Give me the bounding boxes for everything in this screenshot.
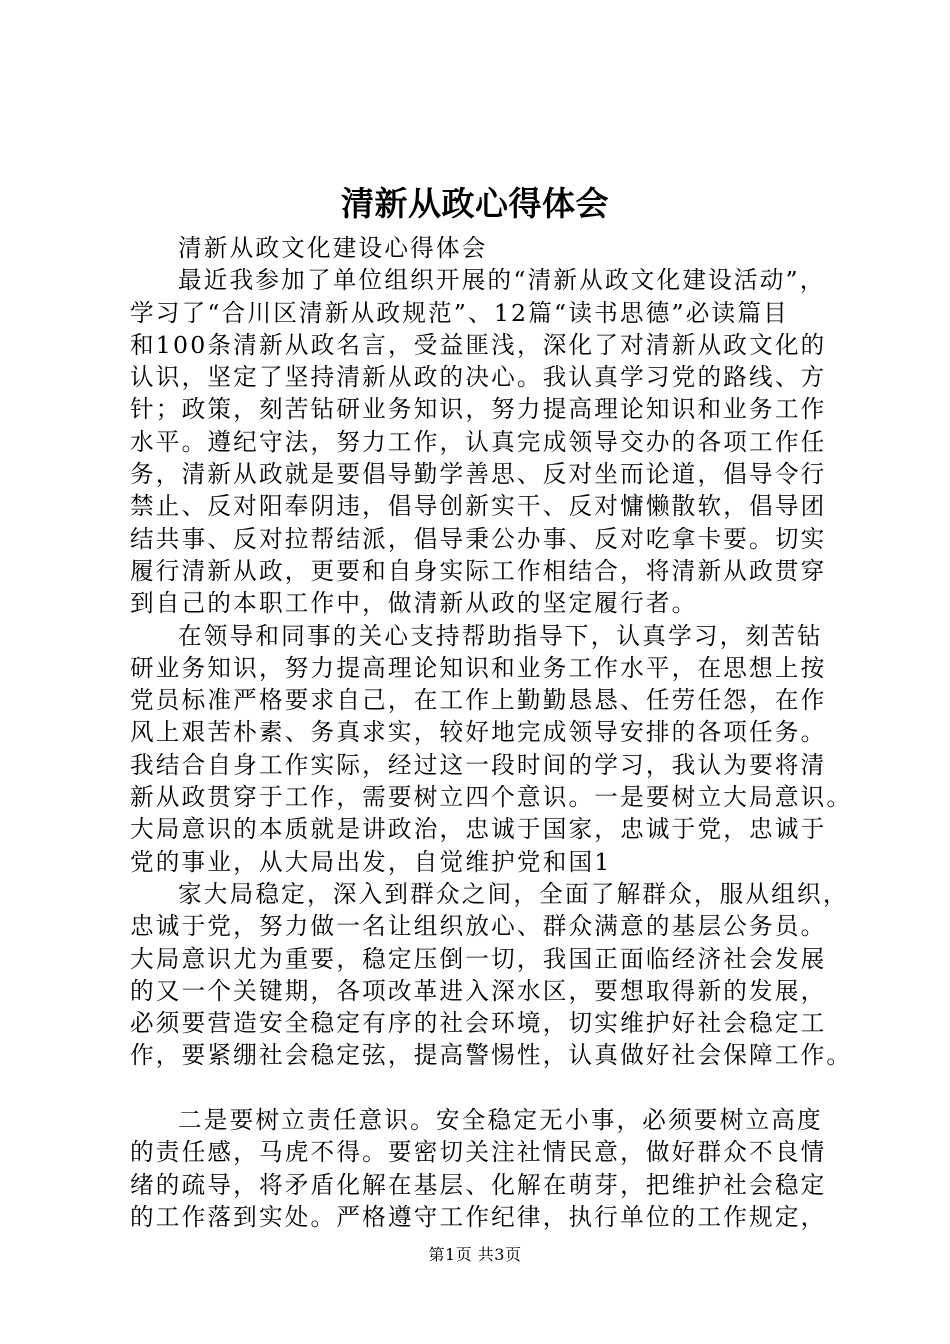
- paragraph-line: 认识，坚定了坚持清新从政的决心。我认真学习党的路线、方: [130, 363, 827, 392]
- paragraph-line: 禁止、反对阳奉阴违，倡导创新实干、反对慵懒散软，倡导团: [130, 492, 827, 521]
- paragraph-line: 必须要营造安全稳定有序的社会环境，切实维护好社会稳定工: [130, 1009, 827, 1038]
- paragraph-line: 作，要紧绷社会稳定弦，提高警惕性，认真做好社会保障工作。: [130, 1041, 853, 1070]
- paragraph-spacer: [130, 1072, 860, 1104]
- paragraph-line: 的工作落到实处。严格遵守工作纪律，执行单位的工作规定，: [130, 1202, 827, 1231]
- paragraph-line: 和100条清新从政名言，受益匪浅，深化了对清新从政文化的: [130, 330, 827, 359]
- paragraph-line: 忠诚于党，努力做一名让组织放心、群众满意的基层公务员。: [130, 912, 827, 941]
- document-body: [130, 232, 860, 1233]
- paragraph-line: 针；政策，刻苦钻研业务知识，努力提高理论知识和业务工作: [130, 395, 827, 424]
- paragraph-line: 党的事业，从大局出发，自觉维护党和国1: [130, 847, 612, 876]
- paragraph-line: 务，清新从政就是要倡导勤学善思、反对坐而论道，倡导令行: [130, 460, 827, 489]
- paragraph-line: 的责任感，马虎不得。要密切关注社情民意，做好群众不良情: [130, 1138, 827, 1167]
- paragraph-line: 最近我参加了单位组织开展的“清新从政文化建设活动”，: [178, 266, 826, 295]
- paragraph-line: 我结合自身工作实际，经过这一段时间的学习，我认为要将清: [130, 750, 827, 779]
- paragraph-line: 履行清新从政，更要和自身实际工作相结合，将清新从政贯穿: [130, 556, 827, 585]
- subtitle-line: 清新从政文化建设心得体会: [178, 234, 488, 262]
- paragraph-line: 绪的疏导，将矛盾化解在基层、化解在萌芽，把维护社会稳定: [130, 1170, 827, 1199]
- paragraph-line: 学习了“合川区清新从政规范”、12篇“读书思德”必读篇目: [130, 298, 789, 327]
- paragraph-line: 在领导和同事的关心支持帮助指导下，认真学习，刻苦钻: [178, 621, 823, 650]
- paragraph-line: 二是要树立责任意识。安全稳定无小事，必须要树立高度: [178, 1106, 823, 1135]
- paragraph-line: 家大局稳定，深入到群众之间，全面了解群众，服从组织，: [178, 879, 849, 908]
- paragraph-line: 的又一个关键期，各项改革进入深水区，要想取得新的发展，: [130, 976, 827, 1005]
- paragraph-line: 结共事、反对拉帮结派，倡导秉公办事、反对吃拿卡要。切实: [130, 524, 827, 553]
- page-number-footer: 第1页 共3页: [428, 1245, 522, 1264]
- paragraph-line: 大局意识尤为重要，稳定压倒一切，我国正面临经济社会发展: [130, 944, 827, 973]
- paragraph-line: 新从政贯穿于工作，需要树立四个意识。一是要树立大局意识。: [130, 783, 853, 812]
- paragraph-line: 风上艰苦朴素、务真求实，较好地完成领导安排的各项任务。: [130, 718, 827, 747]
- paragraph-line: 研业务知识，努力提高理论知识和业务工作水平，在思想上按: [130, 653, 827, 682]
- paragraph-line: 党员标准严格要求自己，在工作上勤勤恳恳、任劳任怨，在作: [130, 686, 827, 715]
- paragraph-line: 水平。遵纪守法，努力工作，认真完成领导交办的各项工作任: [130, 427, 827, 456]
- paragraph-line: 到自己的本职工作中，做清新从政的坚定履行者。: [130, 589, 698, 618]
- paragraph-line: 大局意识的本质就是讲政治，忠诚于国家，忠诚于党，忠诚于: [130, 815, 827, 844]
- document-title: 清新从政心得体会: [341, 184, 609, 223]
